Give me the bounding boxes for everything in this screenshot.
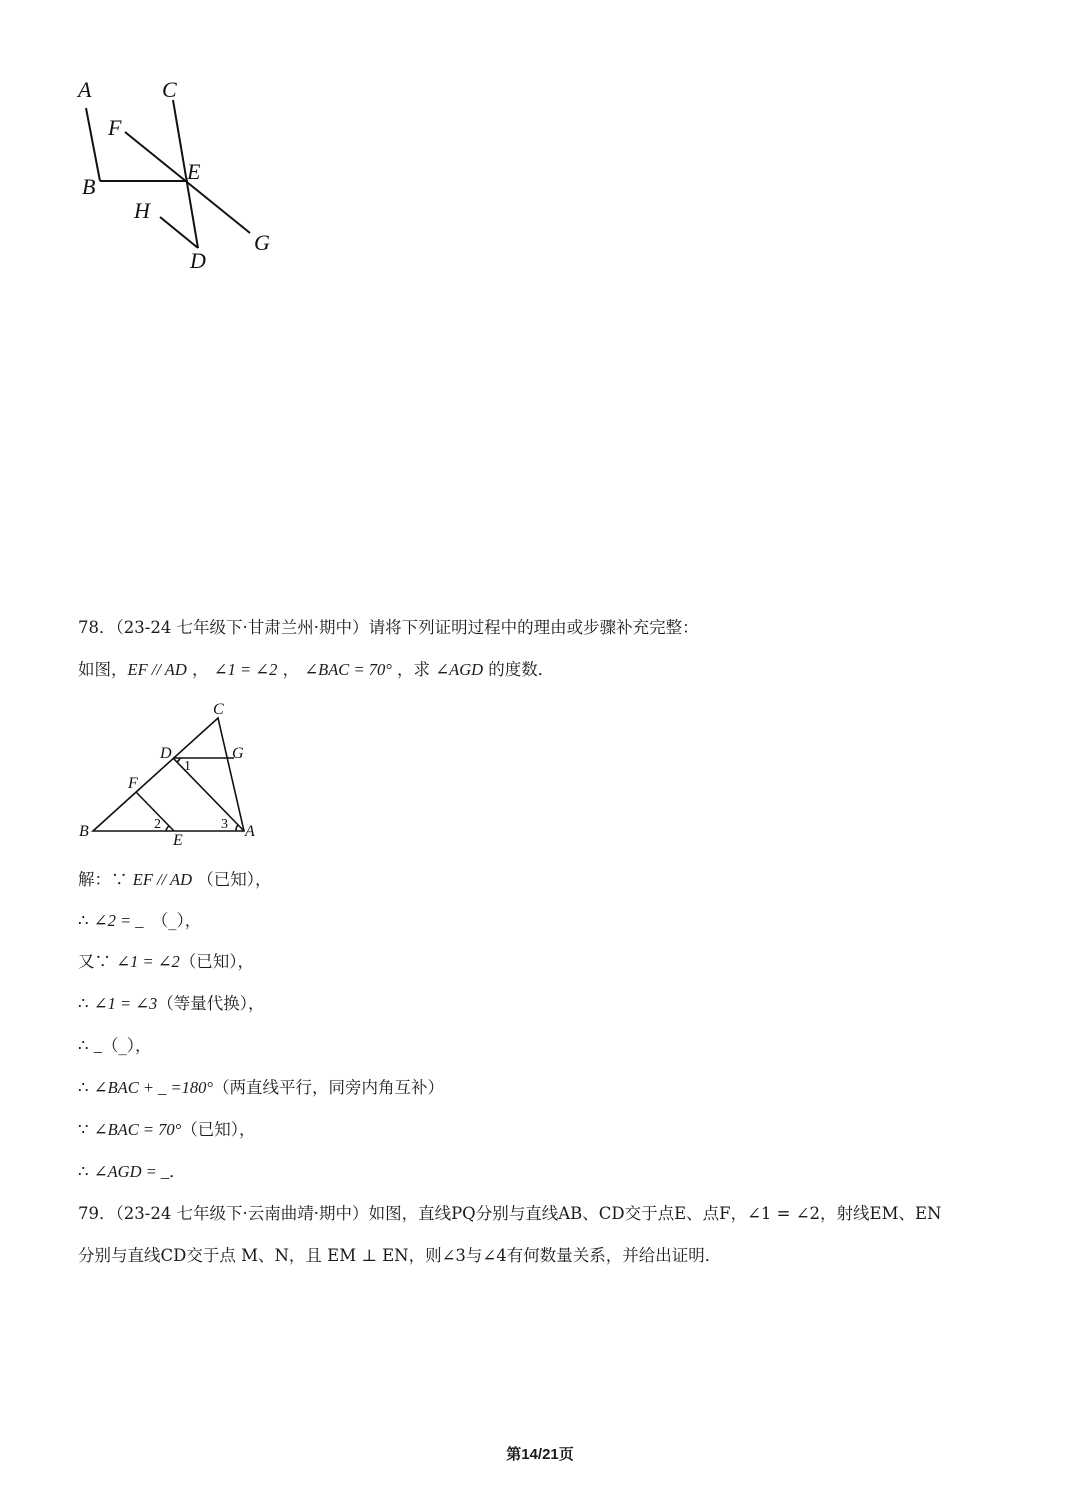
label-f: F — [128, 775, 138, 792]
q78-given-agd: ∠AGD — [435, 660, 484, 679]
step-8-post: ． — [169, 1162, 186, 1181]
label-f: F — [108, 115, 122, 140]
q79-text-2: 分别与直线CD交于点 M、N，且 EM ⊥ EN，则∠3与∠4有何数量关系，并给出证明． — [78, 1246, 722, 1265]
step-6-post: （两直线平行，同旁内角互补） — [212, 1078, 444, 1097]
label-b: B — [79, 823, 89, 840]
step-2-pre: ∴ — [78, 911, 94, 930]
q78-given-ef-parallel: EF // AD — [127, 660, 187, 679]
figure-1-diagram — [60, 70, 300, 280]
q78-step-1 — [78, 869, 272, 891]
label-angle-2: 2 — [154, 817, 161, 832]
q79-source: （23-24 七年级下·云南曲靖·期中） — [115, 1204, 369, 1223]
step-1-pre: 解：∵ — [78, 870, 133, 889]
q78-given-sep1: ， — [186, 660, 209, 679]
q78-prompt: 请将下列证明过程中的理由或步骤补充完整： — [368, 618, 699, 637]
q79-number: 79． — [78, 1204, 116, 1223]
q78-step-2 — [78, 910, 201, 932]
page-number: 第14/21页 — [506, 1446, 574, 1463]
q78-given-prefix: 如图， — [78, 660, 128, 679]
step-3-pre: 又∵ — [78, 952, 117, 971]
step-5-math: _ — [93, 1036, 102, 1055]
step-4-pre: ∴ — [78, 994, 94, 1013]
step-1-math: EF // AD — [132, 870, 193, 889]
q78-step-5 — [78, 1035, 152, 1057]
step-8-pre: ∴ — [78, 1162, 94, 1181]
q78-given-bac: ∠BAC = 70° — [304, 660, 392, 679]
q78-header — [78, 617, 699, 639]
step-4-post: （等量代换）， — [157, 994, 265, 1013]
step-3-math: ∠1 = ∠2 — [116, 952, 180, 971]
q78-step-4 — [78, 993, 265, 1015]
label-b: B — [82, 174, 96, 199]
segment-ab — [86, 108, 100, 181]
label-angle-3: 3 — [221, 817, 228, 832]
label-a: A — [78, 77, 92, 102]
q79-line-2 — [78, 1245, 721, 1267]
q78-step-7 — [78, 1119, 255, 1141]
label-angle-1: 1 — [184, 759, 191, 774]
step-7-pre: ∵ — [78, 1120, 94, 1139]
step-6-math: ∠BAC + _ =180° — [93, 1078, 213, 1097]
label-e: E — [173, 832, 183, 849]
label-c: C — [213, 701, 224, 718]
step-5-post: （_）， — [102, 1036, 152, 1055]
q78-number: 78． — [78, 618, 116, 637]
step-2-math: ∠2 = _ — [93, 911, 144, 930]
segment-hd — [160, 217, 198, 248]
label-e: E — [187, 159, 201, 184]
q79-text-1: 如图，直线PQ分别与直线AB、CD交于点E、点F，∠1 = ∠2，射线EM、EN — [368, 1204, 942, 1223]
step-7-math: ∠BAC = 70° — [93, 1120, 182, 1139]
q78-step-8 — [78, 1161, 186, 1183]
figure-2-diagram — [70, 695, 270, 855]
q78-step-6 — [78, 1077, 444, 1099]
label-d: D — [160, 745, 172, 762]
label-c: C — [162, 77, 177, 102]
triangle-abc — [93, 718, 244, 831]
label-h: H — [134, 198, 150, 223]
step-2-post: （_）， — [143, 911, 202, 930]
q78-step-3 — [78, 951, 254, 973]
label-d: D — [190, 248, 206, 273]
step-1-post: （已知）， — [192, 870, 272, 889]
step-4-math: ∠1 = ∠3 — [93, 994, 158, 1013]
step-8-math: ∠AGD = _ — [93, 1162, 170, 1181]
q78-given-angles: ∠1 = ∠2 — [213, 660, 278, 679]
step-6-pre: ∴ — [78, 1078, 94, 1097]
q78-given — [78, 659, 554, 681]
q78-given-sep2: ， — [277, 660, 300, 679]
step-3-post: （已知）， — [179, 952, 255, 971]
label-g: G — [254, 230, 270, 255]
label-g: G — [232, 745, 244, 762]
q79-line-1 — [78, 1203, 941, 1225]
q78-given-sep3: ，求 — [391, 660, 436, 679]
label-a: A — [245, 823, 255, 840]
q78-given-suffix: 的度数． — [483, 660, 555, 679]
step-5-pre: ∴ — [78, 1036, 94, 1055]
step-7-post: （已知）， — [181, 1120, 256, 1139]
angle-3-arc — [236, 825, 238, 831]
q78-source: （23-24 七年级下·甘肃兰州·期中） — [115, 618, 369, 637]
